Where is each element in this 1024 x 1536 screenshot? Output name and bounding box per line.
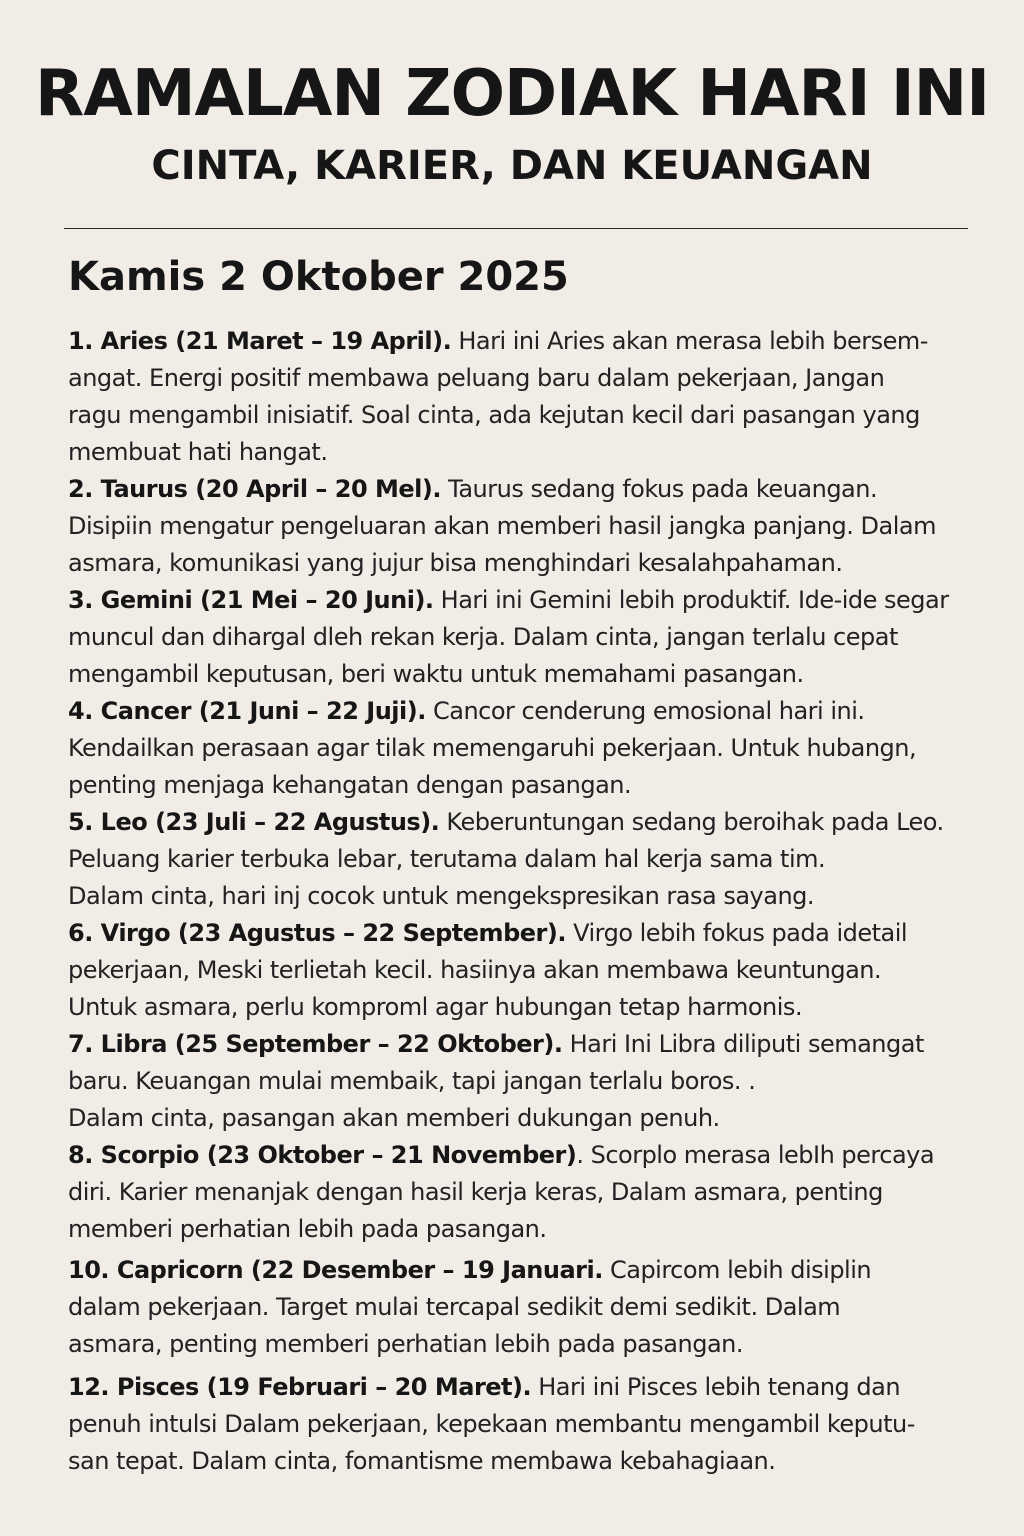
entry-line [68, 397, 988, 434]
sign-heading: 7. Libra (25 September – 22 Oktober). [68, 1030, 563, 1058]
entry-text: Hari ini Aries akan merasa lebih bersem- [451, 327, 928, 355]
entry-line [68, 1063, 988, 1100]
entry-line [68, 952, 988, 989]
entry-line [68, 1326, 988, 1363]
entry-text: Hari Ini Libra diliputi semangat [562, 1030, 924, 1058]
entry-line [68, 1100, 988, 1137]
page-subtitle: CINTA, KARIER, DAN KEUANGAN [151, 143, 873, 189]
entry-text: membuat hati hangat. [68, 438, 328, 466]
horoscope-entry [68, 693, 988, 804]
entry-text: . Scorplo merasa lebIh percaya [576, 1141, 935, 1169]
sign-heading: 6. Virgo (23 Agustus – 22 September). [68, 919, 566, 947]
entry-text: Dalam cinta, hari inj cocok untuk mengekspresikan rasa sayang. [68, 882, 815, 910]
entry-text: penuh intulsi Dalam pekerjaan, kepekaan membantu mengambil keputu- [68, 1410, 915, 1438]
entry-line [68, 545, 988, 582]
entry-line [68, 582, 988, 619]
entry-line [68, 989, 988, 1026]
sign-heading: 10. Capricorn (22 Desember – 19 Januari. [68, 1256, 603, 1284]
entry-line [68, 1369, 988, 1406]
entry-text: penting menjaga kehangatan dengan pasangan. [68, 771, 632, 799]
entry-line [68, 804, 988, 841]
horoscope-entry [68, 1369, 988, 1480]
sign-heading: 8. Scorpio (23 Oktober – 21 November) [68, 1141, 577, 1169]
entry-text: Kendailkan perasaan agar tilak memengaruhi pekerjaan. Untuk hubangn, [68, 734, 917, 762]
entry-text: angat. Energi positif membawa peluang baru dalam pekerjaan, Jangan [68, 364, 885, 392]
horoscope-entry [68, 323, 988, 471]
entry-text: Taurus sedang fokus pada keuangan. [441, 475, 878, 503]
entry-text: muncul dan dihargal dleh rekan kerja. Dalam cinta, jangan terlalu cepat [68, 623, 898, 651]
page-title: RAMALAN ZODIAK HARI INI [35, 57, 989, 131]
date-heading: Kamis 2 Oktober 2025 [68, 254, 569, 300]
entry-line [68, 508, 988, 545]
entry-text: Cancor cenderung emosional hari ini. [425, 697, 865, 725]
entry-text: Hari ini Gemini lebih produktif. Ide-ide segar [433, 586, 949, 614]
entry-line [68, 1289, 988, 1326]
horoscope-entry [68, 1026, 988, 1137]
entry-text: asmara, penting memberi perhatian lebih pada pasangan. [68, 1330, 743, 1358]
horoscope-entry [68, 1137, 988, 1248]
entry-line [68, 878, 988, 915]
entry-line [68, 1252, 988, 1289]
horoscope-entry [68, 471, 988, 582]
entry-text: pekerjaan, Meski terlietah kecil. hasiinya akan membawa keuntungan. [68, 956, 882, 984]
entry-text: Hari ini Pisces lebih tenang dan [531, 1373, 901, 1401]
sign-heading: 4. Cancer (21 Juni – 22 Juji). [68, 697, 426, 725]
entry-line [68, 360, 988, 397]
entry-text: Virgo lebih fokus pada idetail [565, 919, 908, 947]
entry-line [68, 434, 988, 471]
entry-text: Dalam cinta, pasangan akan memberi dukungan penuh. [68, 1104, 720, 1132]
entry-text: Capircom lebih disiplin [602, 1256, 872, 1284]
horoscope-list [68, 323, 988, 1480]
entry-line [68, 915, 988, 952]
entry-line [68, 1211, 988, 1248]
entry-line [68, 693, 988, 730]
entry-text: diri. Karier menanjak dengan hasil kerja keras, Dalam asmara, penting [68, 1178, 883, 1206]
entry-line [68, 323, 988, 360]
horoscope-entry [68, 804, 988, 915]
horoscope-entry [68, 1252, 988, 1363]
entry-line [68, 471, 988, 508]
horoscope-entry [68, 582, 988, 693]
entry-line [68, 1137, 988, 1174]
entry-text: Untuk asmara, perlu komproml agar hubungan tetap harmonis. [68, 993, 803, 1021]
sign-heading: 1. Aries (21 Maret – 19 April). [68, 327, 452, 355]
entry-text: asmara, komunikasi yang jujur bisa menghindari kesalahpahaman. [68, 549, 843, 577]
entry-line [68, 619, 988, 656]
entry-line [68, 767, 988, 804]
entry-line [68, 841, 988, 878]
entry-text: ragu mengambil inisiatif. Soal cinta, ada kejutan kecil dari pasangan yang [68, 401, 920, 429]
entry-line [68, 1026, 988, 1063]
sign-heading: 3. Gemini (21 Mei – 20 Juni). [68, 586, 434, 614]
entry-text: mengambil keputusan, beri waktu untuk memahami pasangan. [68, 660, 804, 688]
entry-line [68, 1174, 988, 1211]
entry-text: Peluang karier terbuka lebar, terutama dalam hal kerja sama tim. [68, 845, 826, 873]
entry-text: san tepat. Dalam cinta, fomantisme membawa kebahagiaan. [68, 1447, 776, 1475]
sign-heading: 5. Leo (23 Juli – 22 Agustus). [68, 808, 440, 836]
entry-text: dalam pekerjaan. Target mulai tercapal sedikit demi sedikit. Dalam [68, 1293, 841, 1321]
sign-heading: 2. Taurus (20 April – 20 Mel). [68, 475, 441, 503]
entry-line [68, 730, 988, 767]
title-divider [64, 228, 968, 229]
entry-text: baru. Keuangan mulai membaik, tapi jangan terlalu boros. . [68, 1067, 756, 1095]
entry-text: memberi perhatian lebih pada pasangan. [68, 1215, 547, 1243]
entry-text: Keberuntungan sedang beroihak pada Leo. [439, 808, 944, 836]
entry-line [68, 1406, 988, 1443]
entry-text: Disipiin mengatur pengeluaran akan memberi hasil jangka panjang. Dalam [68, 512, 936, 540]
entry-line [68, 656, 988, 693]
entry-line [68, 1443, 988, 1480]
sign-heading: 12. Pisces (19 Februari – 20 Maret). [68, 1373, 532, 1401]
horoscope-entry [68, 915, 988, 1026]
